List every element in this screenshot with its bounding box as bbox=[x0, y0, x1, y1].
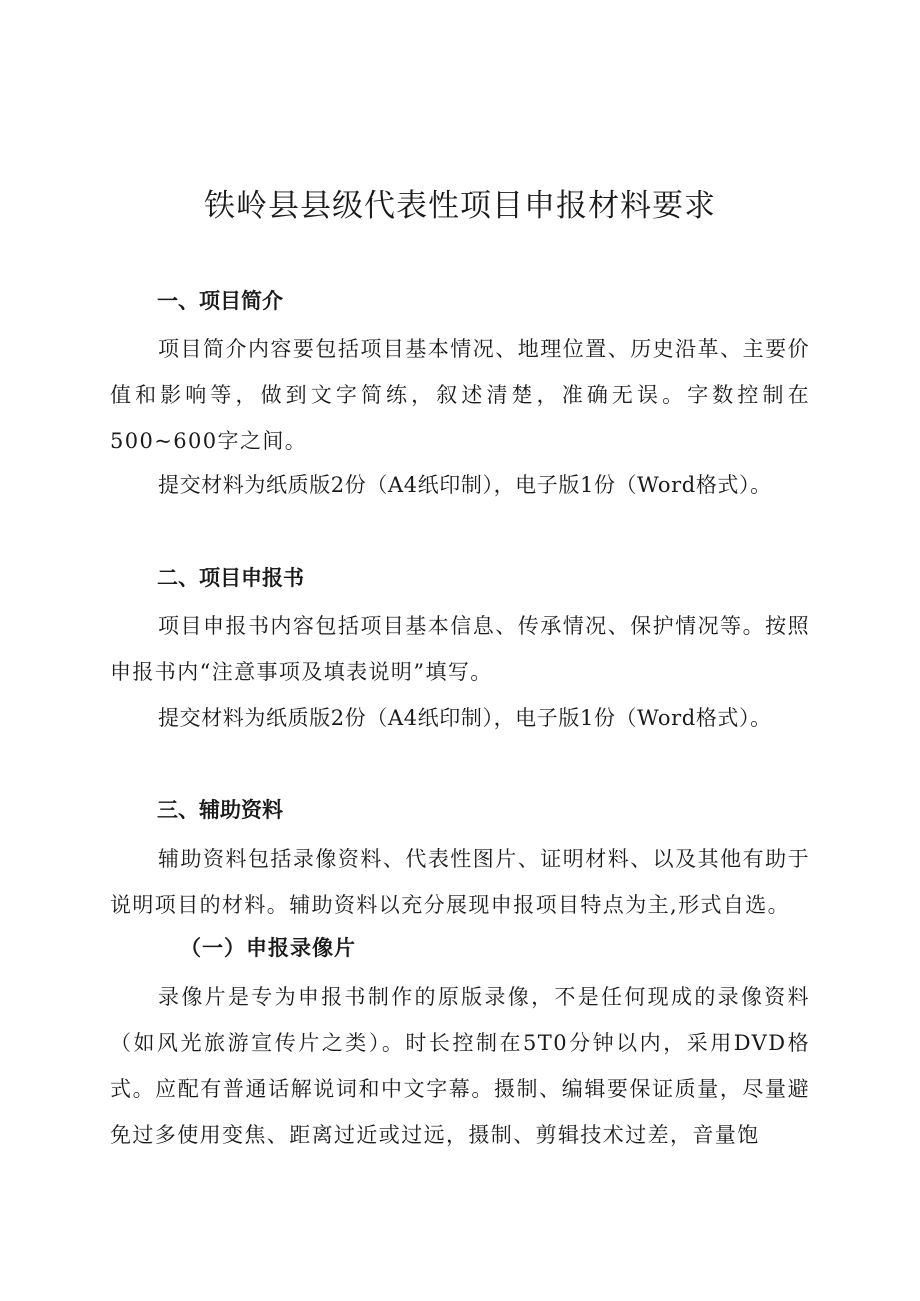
application-paragraph-submission: 提交材料为纸质版2份（A4纸印制），电子版1份（Word格式）。 bbox=[158, 706, 772, 730]
application-paragraph-content: 项目申报书内容包括项目基本信息、传承情况、保护情况等。按照申报书内“注意事项及填表说明”填写。 bbox=[110, 614, 810, 684]
subsection-heading-video: （一）申报录像片 bbox=[180, 935, 356, 960]
video-paragraph-content: 录像片是专为申报书制作的原版录像，不是任何现成的录像资料（如风光旅游宣传片之类）。时长控制在5T0分钟以内，采用DVD格式。应配有普通话解说词和中文字幕。摄制、编辑要保证质量，尽量避免过多使用变焦、距离过近或过远，摄制、剪辑技术过差，音量饱 bbox=[110, 985, 810, 1147]
document-title: 铁岭县县级代表性项目申报材料要求 bbox=[204, 188, 716, 224]
intro-paragraph-submission: 提交材料为纸质版2份（A4纸印制），电子版1份（Word格式）。 bbox=[158, 473, 772, 497]
section-heading-application: 二、项目申报书 bbox=[157, 566, 304, 590]
intro-paragraph-content: 项目简介内容要包括项目基本情况、地理位置、历史沿革、主要价值和影响等，做到文字简练，叙述清楚，准确无误。字数控制在500~600字之间。 bbox=[110, 337, 810, 453]
supplementary-paragraph-content: 辅助资料包括录像资料、代表性图片、证明材料、以及其他有助于说明项目的材料。辅助资料以充分展现申报项目特点为主,形式自选。 bbox=[110, 847, 810, 917]
section-heading-intro: 一、项目简介 bbox=[157, 289, 283, 313]
section-heading-supplementary: 三、辅助资料 bbox=[157, 798, 283, 822]
